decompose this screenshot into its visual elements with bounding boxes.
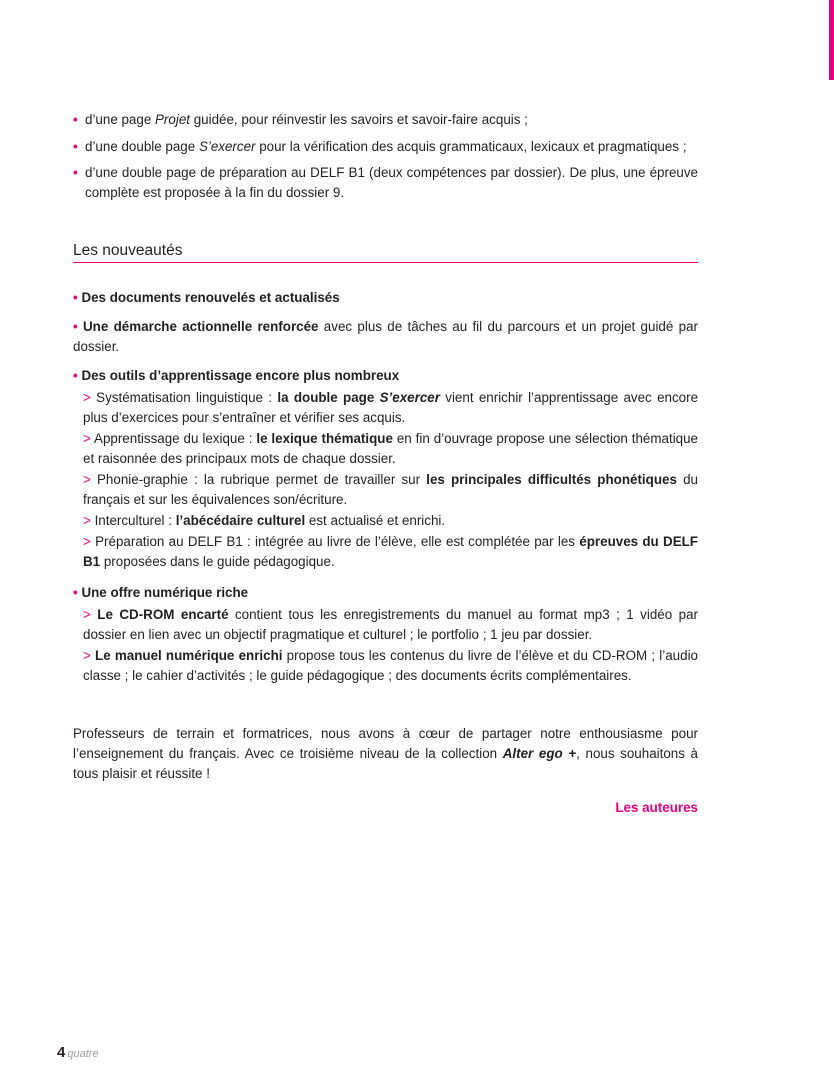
novelty-title: Des documents renouvelés et actualisés bbox=[81, 290, 340, 305]
intro-bullet-3 bbox=[73, 163, 698, 203]
page-number: 4 bbox=[57, 1044, 66, 1061]
arrow-icon: > bbox=[83, 534, 91, 549]
bullet-icon: • bbox=[73, 290, 78, 305]
sub-bold: la double page bbox=[277, 390, 380, 405]
page-edge-accent bbox=[829, 0, 834, 80]
closing-text: , nous souhaitons à tous plaisir et réussite ! bbox=[73, 746, 699, 781]
page-number-word: quatre bbox=[67, 1048, 99, 1060]
sub-bold-emphasis: S’exercer bbox=[379, 390, 440, 405]
sub-text: Phonie-graphie : la rubrique permet de travailler sur bbox=[97, 472, 427, 487]
sub-item-cdrom bbox=[83, 605, 698, 645]
page-folio bbox=[57, 1043, 99, 1064]
intro-bullet-emphasis: S’exercer bbox=[198, 139, 256, 154]
sub-bold: Le CD-ROM encarté bbox=[97, 607, 229, 622]
novelty-text: avec plus de tâches au fil du parcours et un projet guidé par dossier. bbox=[73, 319, 698, 354]
sub-bold: Le manuel numérique enrichi bbox=[95, 648, 283, 663]
sub-text: Interculturel : bbox=[94, 513, 176, 528]
arrow-icon: > bbox=[83, 472, 91, 487]
novelty-item-1 bbox=[73, 288, 698, 308]
novelty-title: Une offre numérique riche bbox=[81, 585, 249, 600]
bullet-icon: • bbox=[73, 139, 78, 154]
sub-bold: l’abécédaire culturel bbox=[175, 513, 306, 528]
intro-bullet-text: d’une page bbox=[85, 112, 155, 127]
sub-text: contient tous les enregistrements du manuel au format mp3 ; 1 vidéo par dossier en lien avec un objectif pragmatique et culturel ; le portfolio ; 1 jeu par dossier. bbox=[83, 607, 698, 642]
bullet-icon: • bbox=[73, 165, 78, 180]
sub-text: proposées dans le guide pédagogique. bbox=[100, 554, 335, 569]
sub-text: Systématisation linguistique : bbox=[96, 390, 278, 405]
bullet-icon: • bbox=[73, 368, 78, 383]
closing-text: Professeurs de terrain et formatrices, nous avons à cœur de partager notre enthousiasme pour l’enseignement du français. Avec ce troisième niveau de la collection bbox=[73, 726, 698, 761]
sub-bold: épreuves du DELF B1 bbox=[83, 534, 698, 569]
sub-text: Apprentissage du lexique : bbox=[94, 431, 257, 446]
bullet-icon: • bbox=[73, 585, 78, 600]
sub-item-interculturel bbox=[83, 511, 698, 531]
sub-item-linguistique bbox=[83, 388, 698, 428]
sub-item-manuel bbox=[83, 646, 698, 686]
intro-bullet-text: pour la vérification des acquis grammaticaux, lexicaux et pragmatiques ; bbox=[255, 139, 687, 154]
arrow-icon: > bbox=[83, 513, 91, 528]
sub-text: est actualisé et enrichi. bbox=[305, 513, 446, 528]
sub-item-lexique bbox=[83, 429, 698, 469]
intro-bullet-text: guidée, pour réinvestir les savoirs et savoir-faire acquis ; bbox=[189, 112, 528, 127]
novelty-item-4 bbox=[73, 583, 698, 603]
section-heading: Les nouveautés bbox=[73, 242, 698, 263]
signature: Les auteures bbox=[615, 800, 698, 815]
intro-bullet-text: d’une double page de préparation au DELF B1 (deux compétences par dossier). De plus, une épreuve complète est proposée à la fin du dossier 9. bbox=[85, 165, 698, 200]
sub-item-delf bbox=[83, 532, 698, 572]
sub-text: propose tous les contenus du livre de l’élève et du CD-ROM ; l’audio classe ; le cahier d’activités ; le guide pédagogique ; des documents écrits complémentaires. bbox=[83, 648, 698, 683]
sub-bold: le lexique thématique bbox=[256, 431, 393, 446]
novelty-title: Des outils d’apprentissage encore plus nombreux bbox=[81, 368, 400, 383]
bullet-icon: • bbox=[73, 112, 78, 127]
intro-bullet-text: d’une double page bbox=[85, 139, 199, 154]
intro-bullet-2 bbox=[73, 137, 698, 157]
closing-paragraph bbox=[73, 724, 698, 784]
arrow-icon: > bbox=[83, 648, 91, 663]
sub-bold: les principales difficultés phonétiques bbox=[426, 472, 677, 487]
collection-title: Alter ego + bbox=[502, 746, 577, 761]
intro-bullet-1 bbox=[73, 110, 698, 130]
novelty-title: Une démarche actionnelle renforcée bbox=[83, 319, 319, 334]
bullet-icon: • bbox=[73, 319, 78, 334]
sub-text: du français et sur les équivalences son/écriture. bbox=[83, 472, 698, 507]
novelty-item-3 bbox=[73, 366, 698, 386]
intro-bullet-emphasis: Projet bbox=[155, 112, 190, 127]
arrow-icon: > bbox=[83, 390, 91, 405]
novelty-item-2 bbox=[73, 317, 698, 357]
sub-text: en fin d’ouvrage propose une sélection thématique et raisonnée des principaux mots de chaque dossier. bbox=[83, 431, 699, 466]
arrow-icon: > bbox=[83, 607, 91, 622]
sub-text: Préparation au DELF B1 : intégrée au livre de l’élève, elle est complétée par les bbox=[95, 534, 580, 549]
sub-text: vient enrichir l’apprentissage avec encore plus d’exercices pour s’entraîner et vérifier ses acquis. bbox=[83, 390, 699, 425]
sub-item-phonie bbox=[83, 470, 698, 510]
arrow-icon: > bbox=[83, 431, 91, 446]
